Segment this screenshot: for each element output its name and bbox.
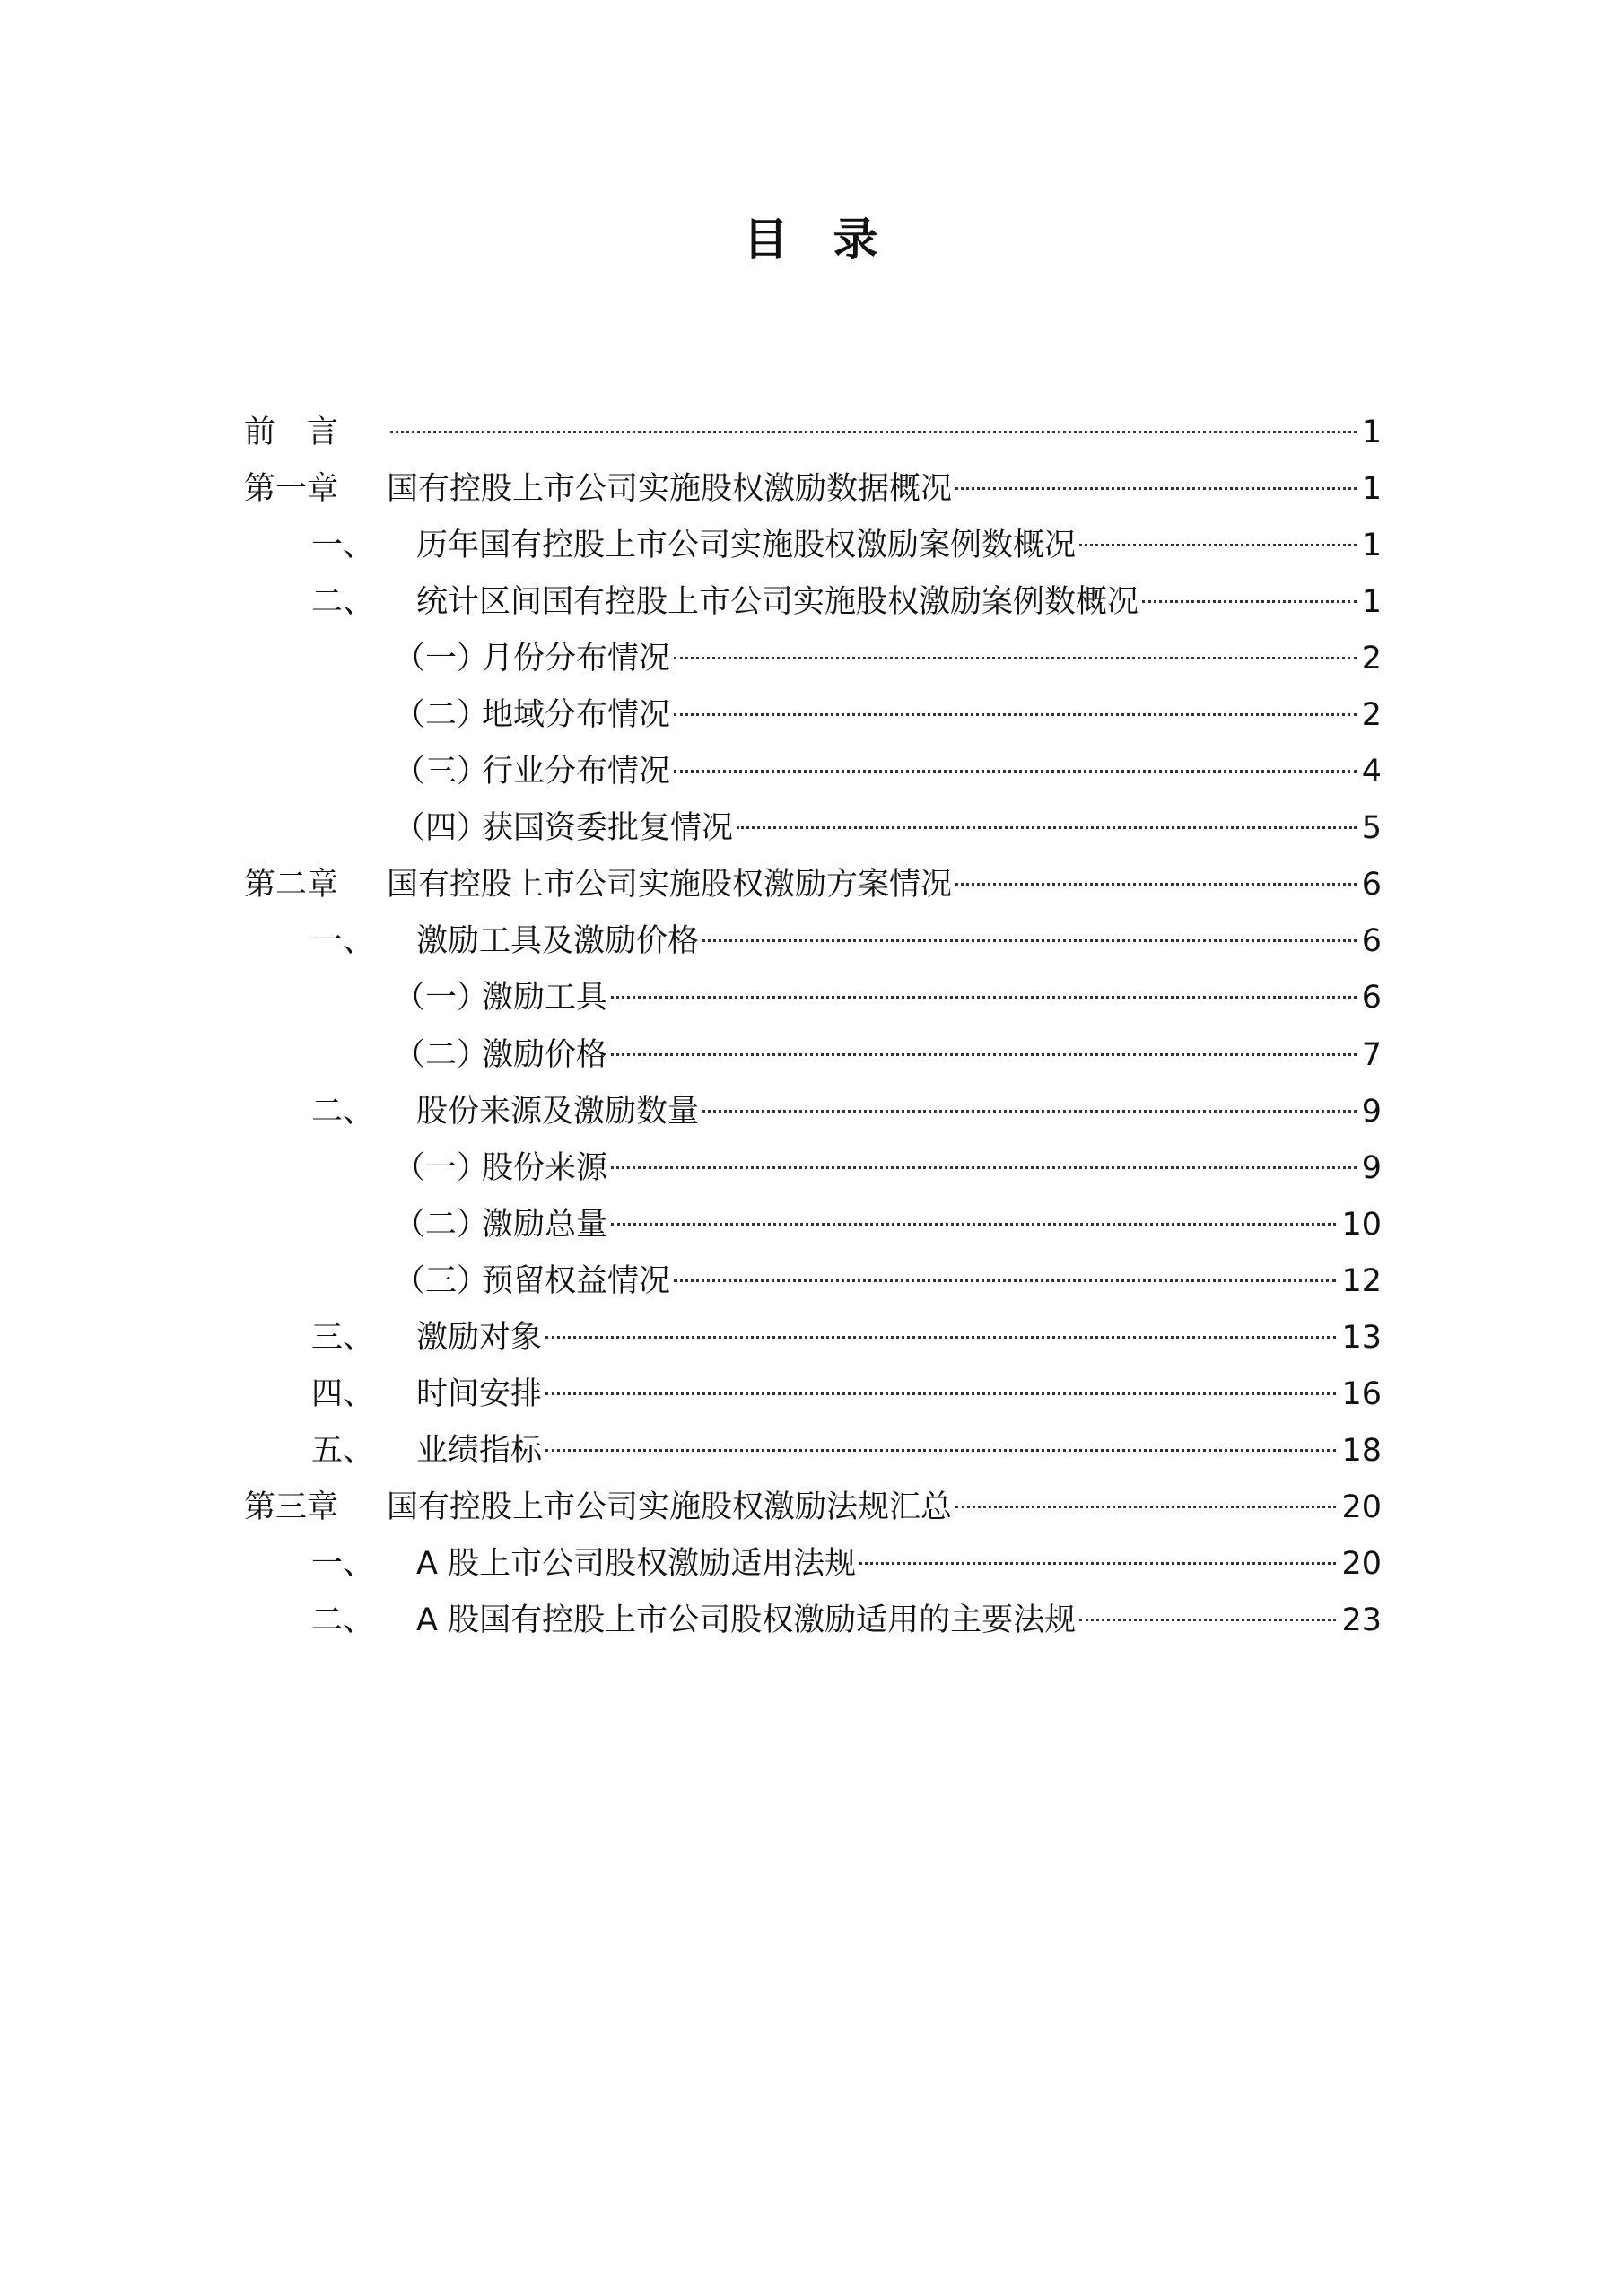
toc-entry-title: 激励工具 (482, 980, 608, 1017)
toc-entry-number: 二、 (311, 1093, 375, 1130)
toc-leader-dots (1142, 600, 1357, 603)
toc-page-number: 12 (1341, 1262, 1382, 1299)
toc-entry-number: 一、 (311, 923, 375, 960)
toc-entry-title: 国有控股上市公司实施股权激励方案情况 (387, 867, 953, 904)
toc-entry-title: 激励总量 (482, 1206, 608, 1243)
toc-entry-number: （三） (394, 1262, 489, 1299)
toc-entry[interactable] (244, 687, 1382, 744)
toc-leader-dots (545, 1392, 1336, 1395)
toc-leader-dots (390, 431, 1357, 433)
toc-page-number: 6 (1361, 980, 1382, 1017)
page-title (0, 208, 1623, 271)
toc-entry-number: 一、 (311, 1545, 375, 1582)
toc-entry-title: 激励对象 (416, 1319, 543, 1356)
toc-entry[interactable] (244, 913, 1382, 970)
toc-leader-dots (611, 1223, 1336, 1226)
toc-entry-number: 四、 (311, 1375, 375, 1412)
toc-entry[interactable] (244, 1536, 1382, 1593)
toc-entry-title: A 股国有控股上市公司股权激励适用的主要法规 (416, 1602, 1077, 1638)
toc-entry-title: 统计区间国有控股上市公司实施股权激励案例数概况 (416, 584, 1139, 621)
toc-page-number: 18 (1341, 1432, 1382, 1469)
toc-entry[interactable] (244, 518, 1382, 574)
toc-page-number: 9 (1361, 1093, 1382, 1130)
toc-entry-title: A 股上市公司股权激励适用法规 (416, 1545, 857, 1582)
toc-page-number: 1 (1361, 471, 1382, 508)
toc-entry[interactable] (244, 970, 1382, 1026)
toc-entry[interactable] (244, 1027, 1382, 1084)
toc-page-number: 7 (1361, 1036, 1382, 1073)
toc-entry-number: （一） (394, 1149, 489, 1186)
toc-entry-title: 股份来源 (482, 1149, 608, 1186)
toc-entry[interactable] (244, 744, 1382, 800)
toc-page-number: 5 (1361, 810, 1382, 847)
toc-leader-dots (702, 939, 1357, 942)
toc-entry-number: （三） (394, 754, 489, 790)
toc-entry[interactable] (244, 1310, 1382, 1366)
toc-entry[interactable] (244, 1593, 1382, 1649)
toc-entry[interactable] (244, 1366, 1382, 1423)
toc-page-number: 1 (1361, 528, 1382, 564)
toc-leader-dots (674, 657, 1357, 659)
toc-leader-dots (859, 1562, 1336, 1565)
toc-entry-title: 月份分布情况 (482, 641, 671, 677)
toc-entry-number: 第三章 (244, 1488, 339, 1525)
toc-page-number: 1 (1361, 584, 1382, 621)
toc-entry-title: 获国资委批复情况 (482, 810, 734, 847)
toc-entry-number: （二） (394, 1206, 489, 1243)
toc-page-number: 20 (1341, 1488, 1382, 1525)
toc-entry[interactable] (244, 1253, 1382, 1310)
toc-leader-dots (955, 883, 1357, 886)
page-title-left: 目 (743, 214, 790, 266)
toc-leader-dots (955, 487, 1357, 490)
page-title-right: 录 (833, 214, 880, 266)
toc-page-number: 9 (1361, 1149, 1382, 1186)
toc-leader-dots (674, 713, 1357, 716)
toc-entry-number: 第二章 (244, 867, 339, 904)
toc-leader-dots (611, 996, 1357, 999)
toc-entry[interactable] (244, 1423, 1382, 1480)
toc-entry-title: 业绩指标 (416, 1432, 543, 1469)
toc-leader-dots (1079, 544, 1357, 546)
toc-entry-title: 时间安排 (416, 1375, 543, 1412)
toc-leader-dots (674, 1279, 1336, 1282)
toc-entry-number: （一） (394, 641, 489, 677)
toc-entry[interactable] (244, 800, 1382, 857)
table-of-contents (244, 405, 1382, 1649)
toc-entry-title: 股份来源及激励数量 (416, 1093, 700, 1130)
toc-entry[interactable] (244, 461, 1382, 518)
toc-preface-label-left: 前 (244, 415, 276, 450)
toc-leader-dots (545, 1449, 1336, 1452)
toc-page-number: 1 (1361, 415, 1382, 450)
toc-leader-dots (955, 1506, 1336, 1508)
toc-entry-number: 三、 (311, 1319, 375, 1356)
toc-entry-number: 二、 (311, 1602, 375, 1638)
toc-preface-label (244, 405, 387, 461)
toc-leader-dots (674, 770, 1357, 773)
toc-entry-number: 二、 (311, 584, 375, 621)
toc-entry-title: 国有控股上市公司实施股权激励数据概况 (387, 471, 953, 508)
toc-page-number: 2 (1361, 641, 1382, 677)
toc-entry-number: 第一章 (244, 471, 339, 508)
toc-leader-dots (545, 1336, 1336, 1339)
toc-entry[interactable] (244, 1140, 1382, 1197)
toc-entry[interactable] (244, 574, 1382, 631)
toc-entry-title: 激励工具及激励价格 (416, 923, 700, 960)
toc-entry-title: 历年国有控股上市公司实施股权激励案例数概况 (416, 528, 1077, 564)
toc-entry-preface[interactable] (244, 405, 1382, 461)
toc-entry-number: 一、 (311, 528, 375, 564)
toc-leader-dots (737, 826, 1357, 829)
toc-entry-title: 行业分布情况 (482, 754, 671, 790)
toc-page-number: 4 (1361, 754, 1382, 790)
toc-entry-number: （二） (394, 697, 489, 734)
toc-page-number: 13 (1341, 1319, 1382, 1356)
toc-entry-title: 地域分布情况 (482, 697, 671, 734)
toc-entry-title: 激励价格 (482, 1036, 608, 1073)
toc-entry[interactable] (244, 1084, 1382, 1140)
toc-preface-label-right: 言 (307, 415, 339, 450)
toc-entry[interactable] (244, 1197, 1382, 1253)
toc-entry[interactable] (244, 857, 1382, 913)
toc-entry-number: 五、 (311, 1432, 375, 1469)
toc-leader-dots (1079, 1619, 1336, 1621)
toc-leader-dots (702, 1110, 1357, 1113)
toc-page-number: 6 (1361, 923, 1382, 960)
toc-page-number: 20 (1341, 1545, 1382, 1582)
toc-entry[interactable] (244, 631, 1382, 687)
toc-entry-number: （二） (394, 1036, 489, 1073)
toc-entry[interactable] (244, 1480, 1382, 1536)
toc-entry-title: 国有控股上市公司实施股权激励法规汇总 (387, 1488, 953, 1525)
toc-entry-number: （四） (394, 810, 489, 847)
toc-page-number: 2 (1361, 697, 1382, 734)
toc-page-number: 16 (1341, 1375, 1382, 1412)
toc-page-number: 23 (1341, 1602, 1382, 1638)
toc-entry-number: （一） (394, 980, 489, 1017)
toc-page-number: 6 (1361, 867, 1382, 904)
toc-page-number: 10 (1341, 1206, 1382, 1243)
toc-entry-title: 预留权益情况 (482, 1262, 671, 1299)
toc-leader-dots (611, 1053, 1357, 1056)
toc-leader-dots (611, 1166, 1357, 1169)
